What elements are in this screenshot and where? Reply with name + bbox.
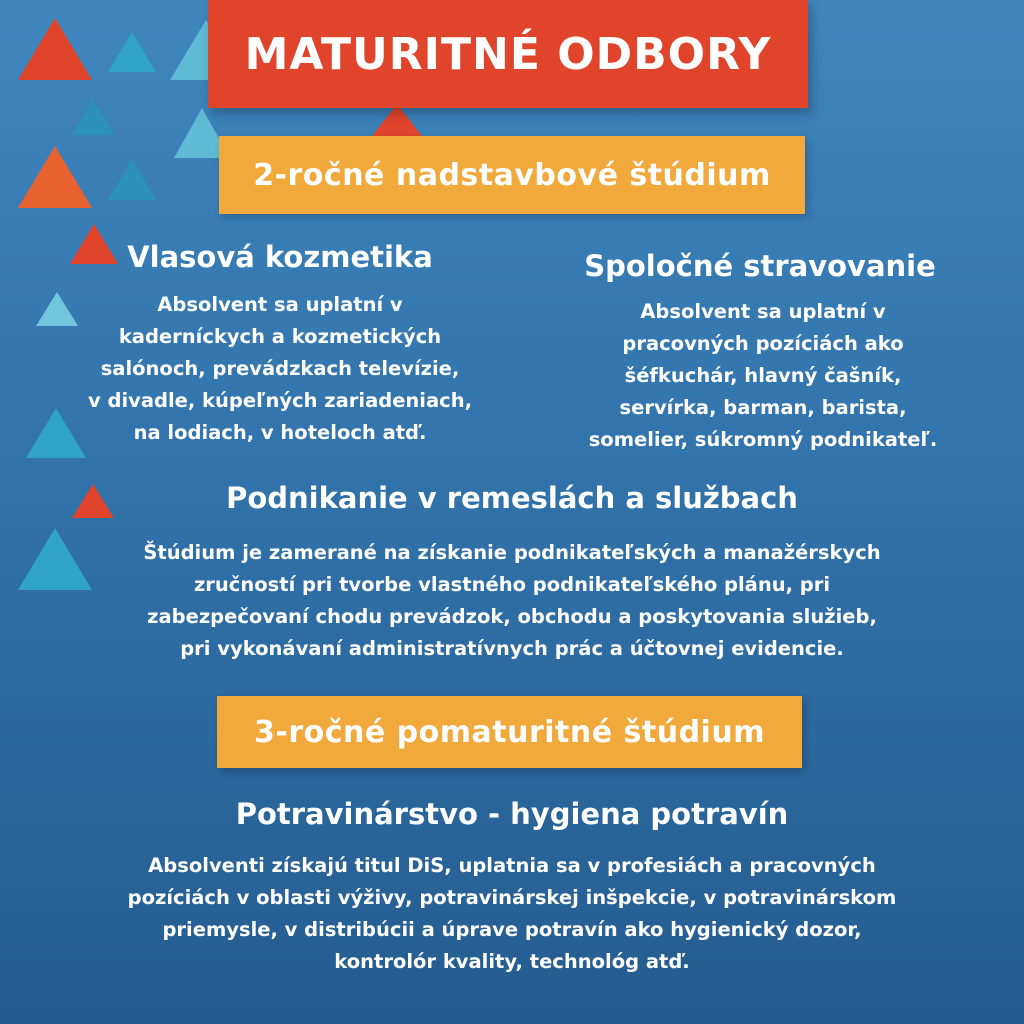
desc-line: Absolventi získajú titul DiS, uplatnia sa v profesiách a pracovných — [148, 854, 876, 877]
decor-triangle-red — [18, 18, 92, 80]
title-banner — [208, 0, 808, 108]
desc-line: pracovných pozíciách ako — [622, 332, 904, 355]
section-banner-label: 3-ročné pomaturitné štúdium — [254, 714, 765, 750]
section-banner-label: 2-ročné nadstavbové štúdium — [253, 157, 771, 193]
section-banner-pomaturitne — [217, 696, 802, 768]
decor-triangle-orange — [18, 146, 92, 208]
section-banner-nadstavbove — [219, 136, 805, 214]
desc-line: zručností pri tvorbe vlastného podnikateľského plánu, pri — [193, 573, 831, 596]
page-title: MATURITNÉ ODBORY — [244, 28, 772, 80]
program-desc-potravinarstvo — [42, 850, 982, 978]
desc-line: somelier, súkromný podnikateľ. — [588, 428, 938, 451]
decor-triangle-teal — [72, 100, 114, 135]
program-desc-vlasova-kozmetika — [40, 289, 520, 449]
desc-line: pozíciách v oblasti výživy, potravinárskej inšpekcie, v potravinárskom — [127, 886, 897, 909]
program-title-spolocne-stravovanie: Spoločné stravovanie — [584, 249, 936, 283]
desc-line: salónoch, prevádzkach televízie, — [100, 357, 460, 380]
program-desc-spolocne-stravovanie — [540, 296, 986, 456]
desc-line: na lodiach, v hoteloch atď. — [133, 421, 427, 444]
desc-line: priemysle, v distribúcii a úprave potravín ako hygienický dozor, — [162, 918, 862, 941]
desc-line: Štúdium je zamerané na získanie podnikateľských a manažérskych — [143, 541, 881, 564]
desc-line: kontrolór kvality, technológ atď. — [334, 950, 690, 973]
program-desc-podnikanie — [62, 537, 962, 665]
desc-line: zabezpečovaní chodu prevádzok, obchodu a poskytovania služieb, — [147, 605, 877, 628]
desc-line: Absolvent sa uplatní v — [640, 300, 886, 323]
desc-line: pri vykonávaní administratívnych prác a účtovnej evidencie. — [180, 637, 844, 660]
decor-triangle-red — [372, 104, 422, 136]
program-title-potravinarstvo: Potravinárstvo - hygiena potravín — [235, 797, 789, 831]
decor-triangle-red — [72, 484, 114, 518]
desc-line: v divadle, kúpeľných zariadeniach, — [87, 389, 472, 412]
program-title-vlasova-kozmetika: Vlasová kozmetika — [127, 240, 433, 274]
desc-line: šéfkuchár, hlavný čašník, — [624, 364, 902, 387]
desc-line: Absolvent sa uplatní v — [157, 293, 403, 316]
desc-line: servírka, barman, barista, — [619, 396, 907, 419]
decor-triangle-teal — [108, 32, 156, 72]
desc-line: kaderníckych a kozmetických — [118, 325, 442, 348]
decor-triangle-teal — [108, 160, 156, 200]
program-title-podnikanie: Podnikanie v remeslách a službach — [226, 481, 798, 515]
